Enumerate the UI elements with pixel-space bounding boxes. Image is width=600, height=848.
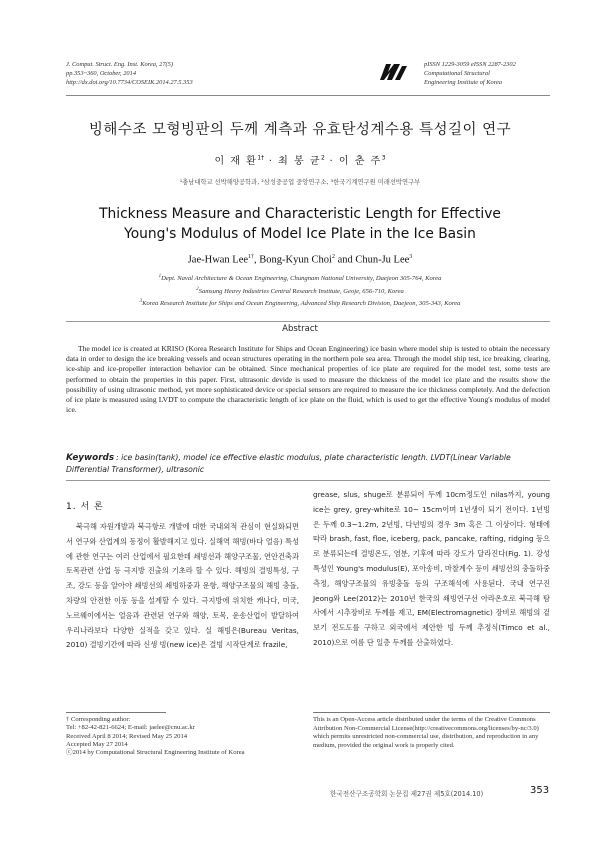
header-divider	[66, 95, 550, 96]
keywords-list: : ice basin(tank), model ice effective elastic modulus, plate characteristic length. LVDT(Linear Variable Differential Transformer), ultrasonic	[66, 453, 511, 474]
page-number: 353	[530, 785, 550, 796]
footnote-rule-right	[313, 712, 550, 713]
publisher-line-2: Engineering Institute of Korea	[424, 79, 503, 86]
english-title-line-2: Young's Modulus of Model Ice Plate in the Ice Basin	[124, 226, 476, 242]
author-1-ko: 이 재 환	[214, 156, 258, 167]
publisher-line-1: Computational Structural	[424, 70, 490, 77]
header-pages-line: pp.353~360, October, 2014	[66, 70, 137, 77]
abstract-top-rule	[66, 321, 550, 322]
english-authors: Jae-Hwan Lee$^{1\dagger}$, Bong-Kyun Choi$^2$ and Chun-Ju Lee$^3$	[187, 254, 413, 266]
footnote-contact: Tel: +82-42-821-6624; E-mail: jaelee@cnu.ac.kr	[66, 724, 195, 732]
abstract-heading: Abstract	[282, 324, 318, 334]
author-2-en: , Bong-Kyun Choi	[254, 254, 332, 266]
author-3-en: and Chun-Ju Lee	[334, 254, 410, 266]
footnote-copyright: ⓒ2014 by Computational Structural Engineering Institute of Korea	[66, 749, 245, 757]
english-affiliations	[60, 272, 540, 310]
affiliation-2: $^2$Samsung Heavy Industries Central Research Institute, Geoje, 656-710, Korea	[196, 286, 404, 295]
journal-citation-header	[66, 60, 193, 87]
body-right-column: grease, slus, shuge로 분류되어 두께 10cm정도인 nilas까지, young ice는 grey, grey-white로 10~ 15cm이며 1년생이 되기 전이다. 1년빙은 두께 0.3~1.2m, 2년빙, 다년빙의 경우 3m 혹은 그 이상이다. 형태에 따라 brash, fast, floe, iceberg, pack, pancake, rafting, ridging 등으로 분류되는데 결빙온도, 염분, 기후에 따라 강도가 달라진다(Fig. 1). 강성특성인 Young's modulus(E), 포아송비, 마찰계수 등이 쇄빙선의 충돌하중 측정, 해양구조물의 유빙충돌 등의 구조해석에 사용된다. 국내 연구진 Jeong와 Lee(2012)는 2010년 한국의 쇄빙연구선 아라온호로 북극해 탐사에서 시추장비로 두께를 재고, EM(Electromagnetic) 장비로 해빙의 겉보기 전도도를 구하고 외국에서 제안한 빙 두께 추정식(Timco et al., 2010)으로 여름 단 일층 두께를 산출하였다.	[313, 490, 550, 647]
issn-line: pISSN 1229-3059 eISSN 2287-2302	[424, 61, 516, 68]
footnote-received: Received April 8 2014; Revised May 25 2014	[66, 732, 188, 740]
open-access-notice: This is an Open-Access article distributed under the terms of the Creative Commons Attribution Non-Commercial License(http://creativecommons.org/licenses/by-nc/3.0) which permits unrestricted non-commercial use, distribution, and reproduction in any medium, provided the original work is properly cited.	[313, 716, 539, 750]
english-title-line-1: Thickness Measure and Characteristic Length for Effective	[99, 206, 501, 222]
korean-authors: 이 재 환$^{1\dagger}$ · 최 봉 균$^2$ · 이 춘 주$^3$	[214, 154, 386, 167]
keywords-label: Keywords	[66, 453, 115, 463]
author-1-en: Jae-Hwan Lee	[187, 254, 249, 266]
affiliation-1: $^1$Dept. Naval Architecture & Ocean Engineering, Chungnam National University, Daejeon 305-764, Korea	[158, 274, 442, 283]
abstract-body: The model ice is created at KRISO (Korea Research Institute for Ships and Ocean Engineering) ice basin where model ship is tested to obtain the necessary data in order to design the ice breaking vessels and ocean structures operating in the northern pole sea area. Through the model ship test, ice breaking, clearing, ice-ship and ice-propeller interaction behavior can be obtained. Since mechanical properties of ice plate are required for the model test, some tests are performed to obtain the properties in this paper. First, ultrasonic devide is used to measure the thickness of the model ice plate and the results show the possibility of using ultrasonic method, yet more sophisticated device or special sensors are required to measure the ice thickness completely. And the defection of ice plate is measured using LVDT to compute the characteristic length of ice plate on the fluid, which is used to get the effective Young's modulus of model ice.	[66, 344, 550, 415]
affiliation-3: $^3$Korea Research Institute for Ships and Ocean Engineering, Advanced Ship Research Division, Daejeon, 305-343, Korea	[139, 299, 461, 308]
keywords	[66, 452, 550, 475]
body-left-column: 북극해 자원개발과 북극항로 개발에 대한 국내외적 관심이 현실화되면서 연구와 산업계의 동정이 활발해지고 있다. 실해역 해빙(바다 얼음) 특성에 관한 연구는 여러 산업에서 필요한데 쇄빙선과 해양구조물, 연안건축과 토목관련 산업 등 극지방 진출의 기초라 할 수 있다. 해빙의 결빙특성, 구조, 강도 등을 알아야 쇄빙선의 쇄빙하중과 운항, 해양구조물의 해빙 충돌, 차량의 안전한 이동 등을 설계할 수 있다. 극지방에 위치한 캐나다, 미국, 노르웨이에서는 얼음과 관련된 연구와 해양, 토목, 운송산업이 발달하여 우리나라보다 다양한 실적을 갖고 있다. 실 해빙은(Bureau Veritas, 2010) 결빙기간에 따라 신생 빙(new ice)은 결빙 시작단계로 frazile,	[66, 522, 299, 650]
section-1-heading: 1. 서 론	[66, 502, 104, 512]
footnote-accepted: Accepted May 27 2014	[66, 740, 128, 748]
footer-journal-name: 한국전산구조공학회 논문집 제27권 제5호(2014.10)	[330, 790, 484, 798]
journal-logo-icon	[378, 62, 408, 82]
header-doi-link[interactable]: http://dx.doi.org/10.7734/COSEIK.2014.27.5.353	[66, 79, 193, 86]
header-citation-line: J. Comput. Struct. Eng. Inst. Korea, 27(5)	[66, 61, 173, 68]
footnote-rule-left	[66, 712, 166, 713]
issn-header	[424, 60, 516, 87]
korean-affiliations: ¹충남대학교 선박해양공학과, ²삼성중공업 중앙연구소, ³한국기계연구원 미래선박연구부	[179, 179, 421, 186]
author-2-ko: 최 봉 균	[278, 156, 321, 167]
english-title	[60, 204, 540, 244]
corresponding-author-footnote	[66, 716, 299, 757]
footnote-corresponding: † Corresponding author:	[66, 716, 131, 723]
author-3-ko: 이 춘 주	[338, 156, 382, 167]
korean-title: 빙해수조 모형빙판의 두께 계측과 유효탄성계수용 특성길이 연구	[88, 122, 512, 138]
abstract-bottom-rule	[66, 480, 550, 481]
